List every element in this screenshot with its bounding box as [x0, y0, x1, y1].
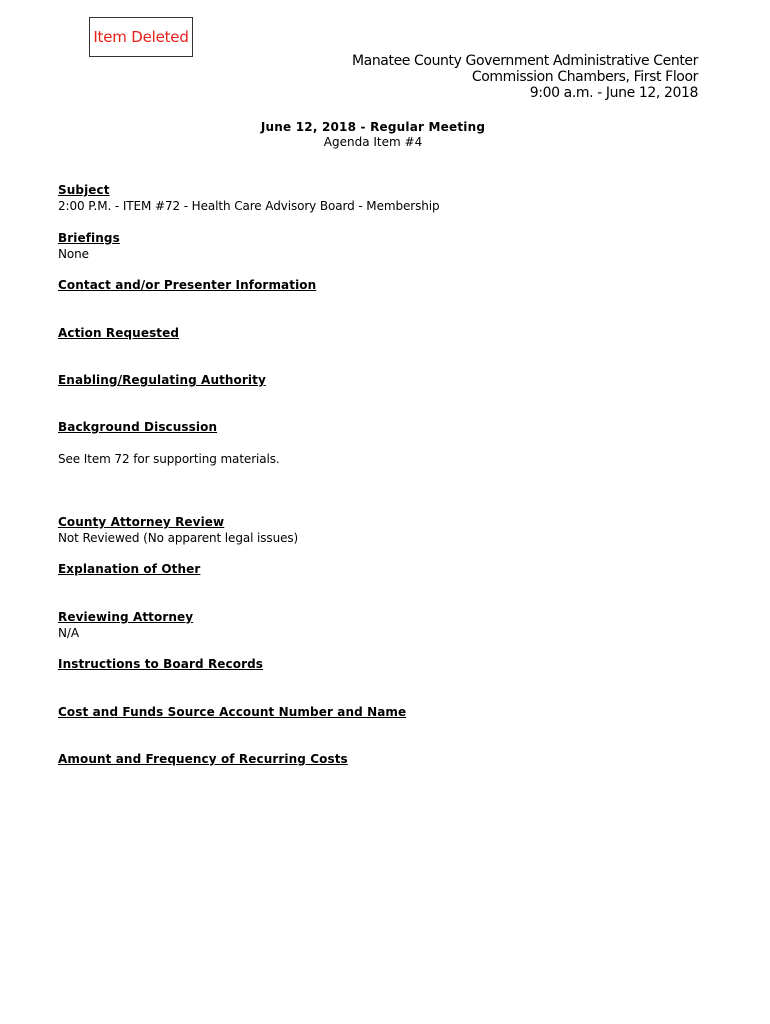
subject-heading: Subject	[58, 183, 110, 197]
section-cost-funds	[58, 704, 698, 720]
section-background	[58, 419, 698, 435]
instructions-heading: Instructions to Board Records	[58, 657, 264, 671]
location-line-1: Manatee County Government Administrative Center	[351, 53, 698, 69]
briefings-value: None	[58, 247, 89, 261]
section-enabling-authority	[58, 372, 698, 388]
subject-value: 2:00 P.M. - ITEM #72 - Health Care Advisory Board - Membership	[58, 199, 440, 213]
agenda-item-number: Agenda Item #4	[323, 135, 423, 149]
section-instructions	[58, 656, 698, 672]
county-attorney-review-heading: County Attorney Review	[58, 515, 225, 529]
explanation-other-heading: Explanation of Other	[58, 562, 201, 576]
section-explanation-other	[58, 561, 698, 577]
county-attorney-review-value: Not Reviewed (No apparent legal issues)	[58, 531, 299, 545]
cost-funds-heading: Cost and Funds Source Account Number and Name	[58, 705, 407, 719]
action-requested-heading: Action Requested	[58, 326, 180, 340]
background-heading: Background Discussion	[58, 420, 218, 434]
enabling-authority-heading: Enabling/Regulating Authority	[58, 373, 266, 387]
item-deleted-stamp: Item Deleted	[89, 17, 193, 57]
section-reviewing-attorney	[58, 609, 698, 641]
section-contact	[58, 277, 698, 293]
meeting-location	[352, 53, 698, 101]
reviewing-attorney-heading: Reviewing Attorney	[58, 610, 194, 624]
section-recurring-costs	[58, 751, 698, 767]
meeting-title: June 12, 2018 - Regular Meeting	[260, 120, 486, 134]
meeting-header	[0, 119, 746, 150]
section-subject	[58, 182, 698, 214]
section-action-requested	[58, 325, 698, 341]
background-value: See Item 72 for supporting materials.	[58, 452, 280, 466]
reviewing-attorney-value: N/A	[58, 626, 79, 640]
briefings-heading: Briefings	[58, 231, 120, 245]
location-line-2: Commission Chambers, First Floor	[471, 69, 698, 85]
recurring-costs-heading: Amount and Frequency of Recurring Costs	[58, 752, 348, 766]
contact-heading: Contact and/or Presenter Information	[58, 278, 317, 292]
background-value-block	[58, 451, 698, 467]
section-briefings	[58, 230, 698, 262]
section-county-attorney-review	[58, 514, 698, 546]
location-line-3: 9:00 a.m. - June 12, 2018	[529, 85, 698, 101]
